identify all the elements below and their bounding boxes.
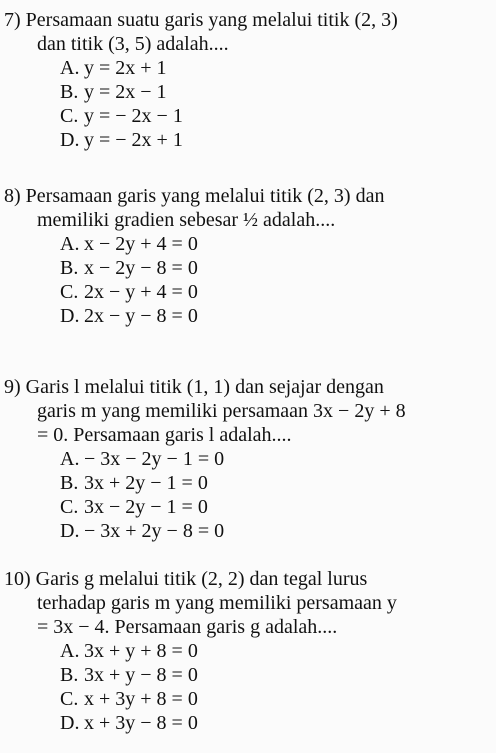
option-letter: A.: [60, 57, 80, 79]
question-9-line-2: garis m yang memiliki persamaan 3x − 2y + 8: [37, 400, 406, 422]
question-text: Persamaan suatu garis yang melalui titik (2, 3): [25, 9, 398, 31]
option-text: y = − 2x − 1: [84, 105, 183, 127]
option-text: 3x + y + 8 = 0: [84, 640, 198, 662]
question-9: [0, 375, 480, 543]
option-b: [0, 663, 480, 687]
option-text: − 3x + 2y − 8 = 0: [84, 520, 225, 542]
option-c: [0, 280, 480, 304]
option-a: [0, 639, 480, 663]
question-text: Persamaan garis yang melalui titik (2, 3) dan: [25, 185, 385, 207]
option-letter: B.: [60, 81, 79, 103]
question-10-line-1: [0, 567, 480, 591]
question-7-line-2: dan titik (3, 5) adalah....: [37, 33, 229, 55]
question-9-options: [0, 447, 480, 543]
question-number: 7): [4, 9, 21, 31]
option-text: y = 2x + 1: [84, 57, 167, 79]
question-number: 10): [4, 568, 31, 590]
option-text: x − 2y + 4 = 0: [84, 233, 198, 255]
option-b: [0, 471, 480, 495]
option-letter: C.: [60, 105, 79, 127]
option-text: y = 2x − 1: [84, 81, 167, 103]
question-8-line-1: [0, 184, 480, 208]
option-letter: D.: [60, 712, 80, 734]
option-letter: C.: [60, 281, 79, 303]
question-text: Garis l melalui titik (1, 1) dan sejajar dengan: [25, 376, 384, 398]
question-10-line-2: terhadap garis m yang memiliki persamaan y: [37, 592, 397, 614]
option-text: x − 2y − 8 = 0: [84, 257, 198, 279]
option-b: [0, 256, 480, 280]
option-text: x + 3y + 8 = 0: [84, 688, 198, 710]
option-b: [0, 80, 480, 104]
question-9-line-1: [0, 375, 480, 399]
question-7: [0, 8, 480, 152]
question-8: [0, 184, 480, 328]
option-letter: C.: [60, 688, 79, 710]
question-number: 8): [4, 185, 21, 207]
option-d: [0, 128, 480, 152]
option-c: [0, 104, 480, 128]
option-text: − 3x − 2y − 1 = 0: [84, 448, 225, 470]
option-text: 3x + y − 8 = 0: [84, 664, 198, 686]
option-letter: C.: [60, 496, 79, 518]
option-letter: A.: [60, 640, 80, 662]
option-letter: D.: [60, 129, 80, 151]
option-d: [0, 304, 480, 328]
option-a: [0, 56, 480, 80]
option-text: 2x − y − 8 = 0: [84, 305, 198, 327]
option-text: 2x − y + 4 = 0: [84, 281, 198, 303]
option-text: x + 3y − 8 = 0: [84, 712, 198, 734]
question-10-options: [0, 639, 480, 735]
question-number: 9): [4, 376, 21, 398]
option-letter: A.: [60, 233, 80, 255]
option-c: [0, 495, 480, 519]
question-9-line-3: = 0. Persamaan garis l adalah....: [37, 424, 292, 446]
question-8-options: [0, 232, 480, 328]
option-text: 3x + 2y − 1 = 0: [84, 472, 208, 494]
option-d: [0, 711, 480, 735]
option-letter: B.: [60, 664, 79, 686]
question-text: Garis g melalui titik (2, 2) dan tegal lurus: [35, 568, 368, 590]
question-10: [0, 567, 480, 735]
option-letter: B.: [60, 472, 79, 494]
option-letter: B.: [60, 257, 79, 279]
question-7-line-1: [0, 8, 480, 32]
option-letter: D.: [60, 305, 80, 327]
option-c: [0, 687, 480, 711]
option-a: [0, 232, 480, 256]
question-7-options: [0, 56, 480, 152]
option-letter: A.: [60, 448, 80, 470]
question-10-line-3: = 3x − 4. Persamaan garis g adalah....: [37, 616, 338, 638]
option-text: 3x − 2y − 1 = 0: [84, 496, 208, 518]
option-a: [0, 447, 480, 471]
question-8-line-2: memiliki gradien sebesar ½ adalah....: [37, 209, 336, 231]
option-text: y = − 2x + 1: [84, 129, 183, 151]
option-d: [0, 519, 480, 543]
option-letter: D.: [60, 520, 80, 542]
